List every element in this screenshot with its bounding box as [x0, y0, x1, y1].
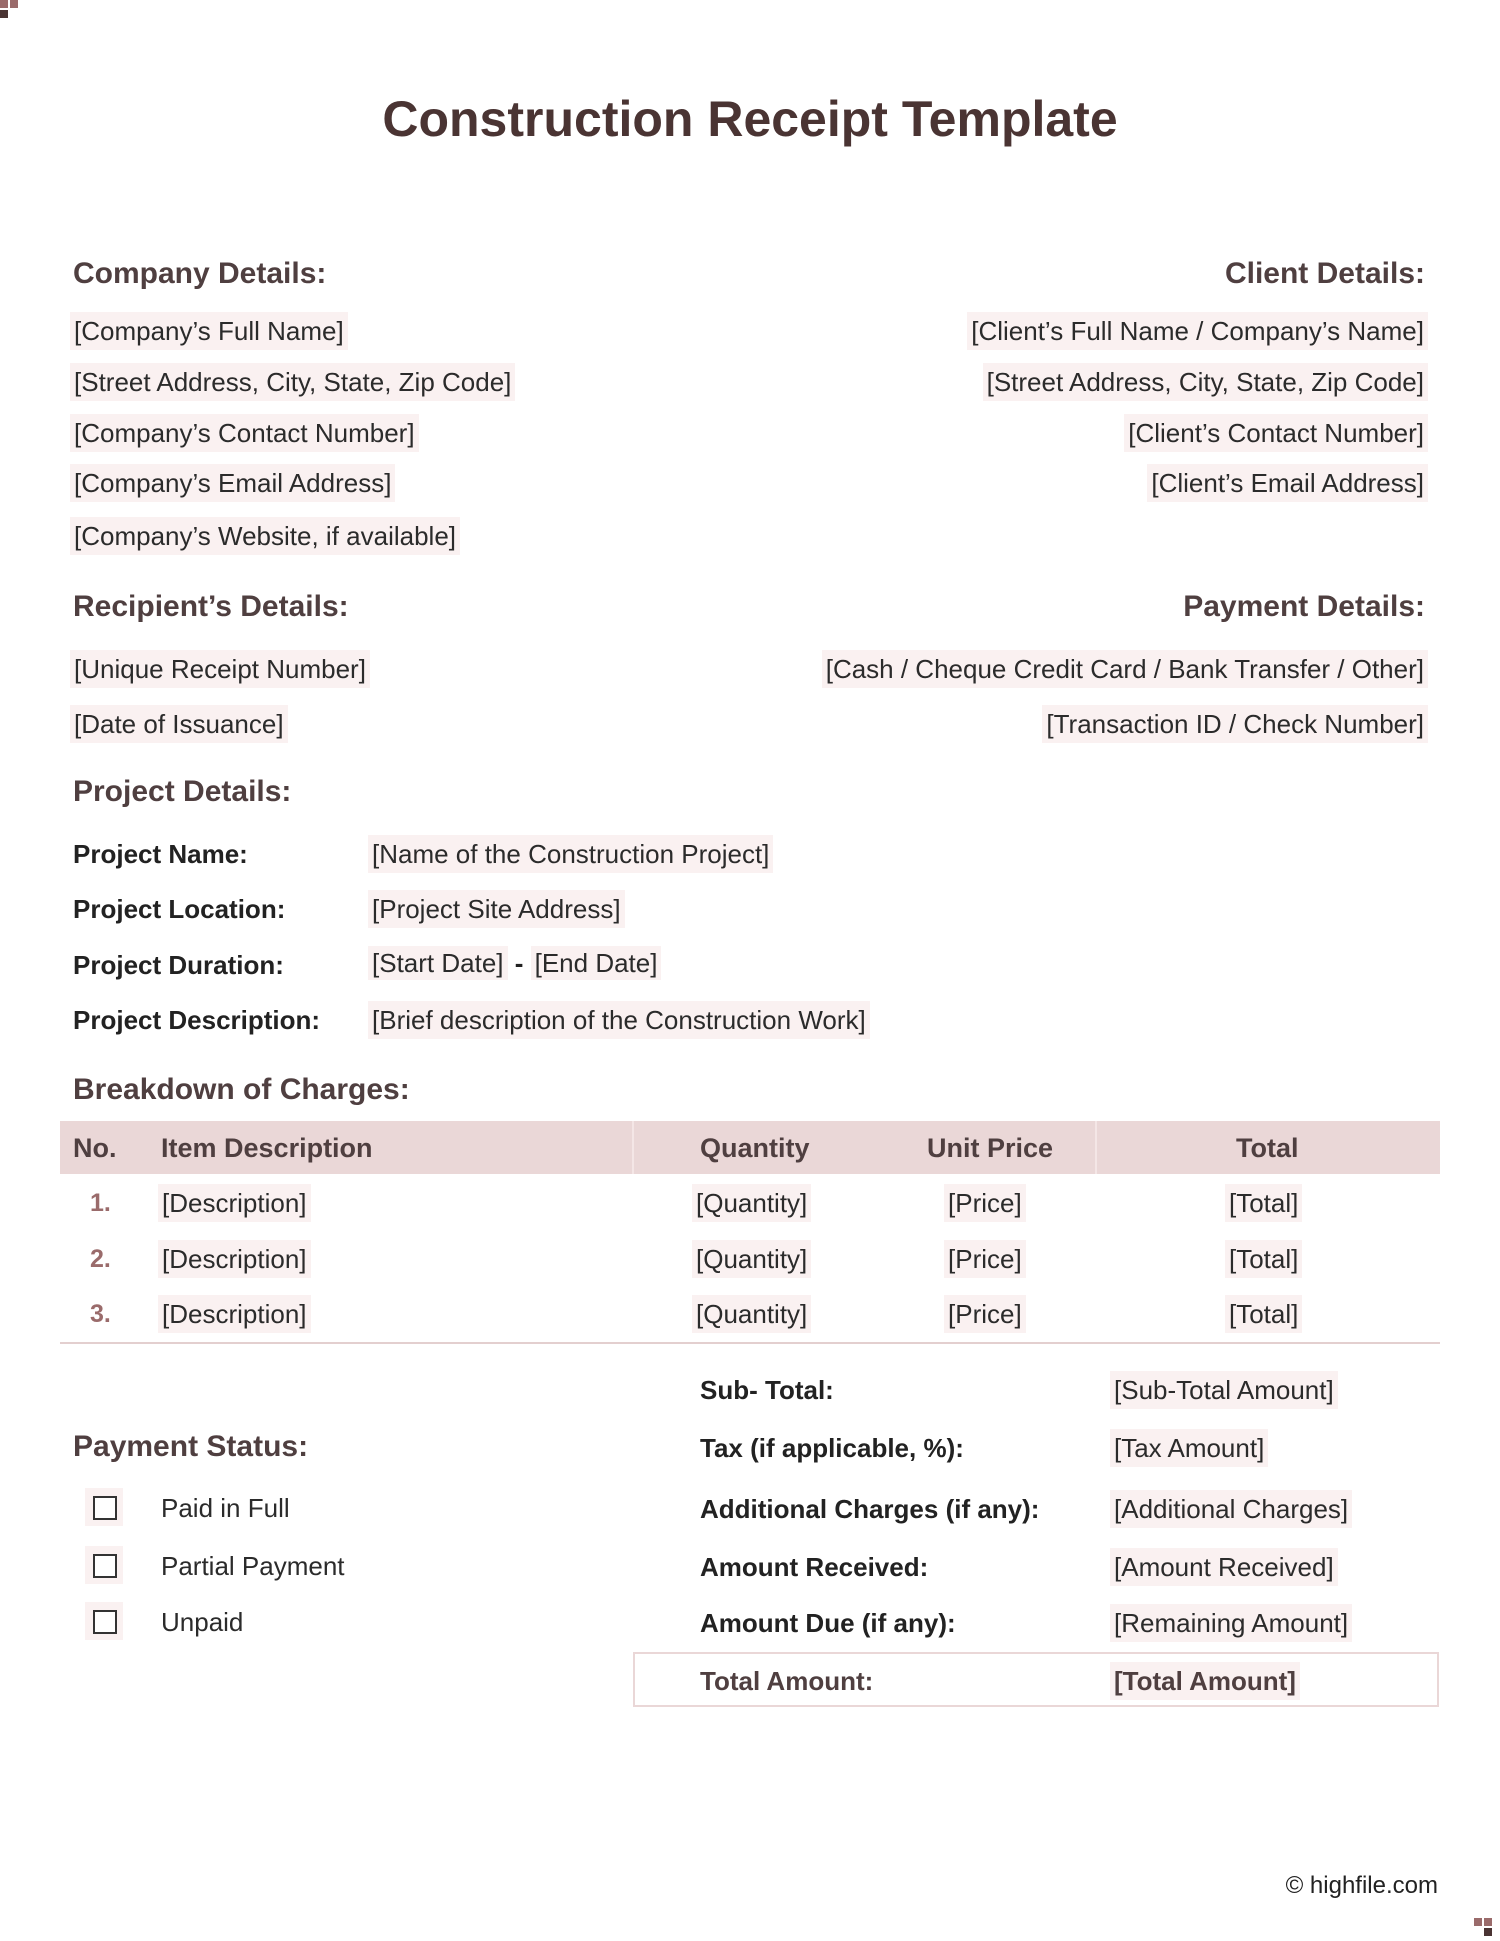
header-total: Total: [1236, 1133, 1299, 1163]
column-divider: [1095, 1121, 1097, 1174]
additional-charges-field[interactable]: [Additional Charges]: [1110, 1490, 1352, 1528]
payment-method[interactable]: [Cash / Cheque Credit Card / Bank Transfer / Other]: [822, 650, 1428, 688]
amount-due-label: Amount Due (if any):: [700, 1608, 956, 1638]
checkbox-square-icon: [93, 1554, 117, 1578]
company-website[interactable]: [Company’s Website, if available]: [70, 517, 460, 555]
charges-heading: Breakdown of Charges:: [73, 1073, 410, 1106]
client-address[interactable]: [Street Address, City, State, Zip Code]: [983, 363, 1428, 401]
tax-field[interactable]: [Tax Amount]: [1110, 1429, 1268, 1467]
project-name-field[interactable]: [Name of the Construction Project]: [368, 835, 773, 873]
row-quantity[interactable]: [Quantity]: [692, 1295, 811, 1333]
amount-received-label: Amount Received:: [700, 1552, 929, 1582]
total-amount-field[interactable]: [Total Amount]: [1110, 1662, 1300, 1700]
client-details-heading: Client Details:: [1224, 257, 1425, 290]
row-total[interactable]: [Total]: [1225, 1295, 1302, 1333]
receipt-number[interactable]: [Unique Receipt Number]: [70, 650, 370, 688]
subtotal-field[interactable]: [Sub-Total Amount]: [1110, 1371, 1338, 1409]
header-quantity: Quantity: [700, 1133, 810, 1163]
header-unit-price: Unit Price: [927, 1133, 1054, 1163]
row-total[interactable]: [Total]: [1225, 1184, 1302, 1222]
row-price[interactable]: [Price]: [944, 1240, 1026, 1278]
start-date-field[interactable]: [Start Date]: [368, 946, 508, 980]
corner-decoration: [1484, 1928, 1492, 1936]
checkbox-paid-in-full[interactable]: [85, 1488, 123, 1526]
date-of-issuance[interactable]: [Date of Issuance]: [70, 705, 288, 743]
project-location-label: Project Location:: [73, 894, 286, 924]
status-label: Unpaid: [161, 1607, 244, 1637]
tax-label: Tax (if applicable, %):: [700, 1433, 964, 1463]
recipient-details-heading: Recipient’s Details:: [73, 590, 349, 623]
status-label: Partial Payment: [161, 1551, 345, 1581]
duration-separator: -: [507, 948, 531, 978]
checkbox-unpaid[interactable]: [85, 1602, 123, 1640]
project-duration-label: Project Duration:: [73, 950, 284, 980]
corner-decoration: [0, 10, 8, 18]
client-full-name[interactable]: [Client’s Full Name / Company’s Name]: [967, 312, 1428, 350]
end-date-field[interactable]: [End Date]: [531, 946, 662, 980]
additional-charges-label: Additional Charges (if any):: [700, 1494, 1040, 1524]
project-details-heading: Project Details:: [73, 775, 292, 808]
company-contact[interactable]: [Company’s Contact Number]: [70, 414, 419, 452]
row-quantity[interactable]: [Quantity]: [692, 1184, 811, 1222]
page-title: Construction Receipt Template: [382, 91, 1118, 147]
project-location-field[interactable]: [Project Site Address]: [368, 890, 625, 928]
project-description-field[interactable]: [Brief description of the Construction Work]: [368, 1001, 870, 1039]
row-total[interactable]: [Total]: [1225, 1240, 1302, 1278]
client-email[interactable]: [Client’s Email Address]: [1147, 464, 1428, 502]
header-no: No.: [73, 1133, 117, 1163]
payment-status-heading: Payment Status:: [73, 1430, 309, 1463]
row-number: 1.: [90, 1189, 111, 1217]
row-description[interactable]: [Description]: [158, 1240, 311, 1278]
project-name-label: Project Name:: [73, 839, 248, 869]
corner-decoration: [0, 0, 8, 8]
row-description[interactable]: [Description]: [158, 1295, 311, 1333]
company-details-heading: Company Details:: [73, 257, 327, 290]
status-label: Paid in Full: [161, 1493, 290, 1523]
footer-copyright: © highfile.com: [1285, 1872, 1438, 1899]
corner-decoration: [1474, 1918, 1482, 1926]
payment-details-heading: Payment Details:: [1183, 590, 1425, 623]
checkbox-square-icon: [93, 1496, 117, 1520]
project-duration-field: [368, 946, 661, 980]
total-amount-label: Total Amount:: [700, 1666, 874, 1696]
company-address[interactable]: [Street Address, City, State, Zip Code]: [70, 363, 515, 401]
table-bottom-border: [60, 1342, 1440, 1344]
row-quantity[interactable]: [Quantity]: [692, 1240, 811, 1278]
checkbox-partial-payment[interactable]: [85, 1546, 123, 1584]
row-number: 2.: [90, 1245, 111, 1273]
row-price[interactable]: [Price]: [944, 1184, 1026, 1222]
corner-decoration: [1484, 1918, 1492, 1926]
row-description[interactable]: [Description]: [158, 1184, 311, 1222]
transaction-id[interactable]: [Transaction ID / Check Number]: [1042, 705, 1428, 743]
checkbox-square-icon: [93, 1610, 117, 1634]
header-item-description: Item Description: [161, 1133, 373, 1163]
project-description-label: Project Description:: [73, 1005, 321, 1035]
amount-received-field[interactable]: [Amount Received]: [1110, 1548, 1338, 1586]
company-full-name[interactable]: [Company’s Full Name]: [70, 312, 348, 350]
row-price[interactable]: [Price]: [944, 1295, 1026, 1333]
client-contact[interactable]: [Client’s Contact Number]: [1124, 414, 1428, 452]
company-email[interactable]: [Company’s Email Address]: [70, 464, 395, 502]
row-number: 3.: [90, 1300, 111, 1328]
subtotal-label: Sub- Total:: [700, 1375, 834, 1405]
column-divider: [632, 1121, 634, 1174]
corner-decoration: [10, 0, 18, 8]
amount-due-field[interactable]: [Remaining Amount]: [1110, 1604, 1352, 1642]
